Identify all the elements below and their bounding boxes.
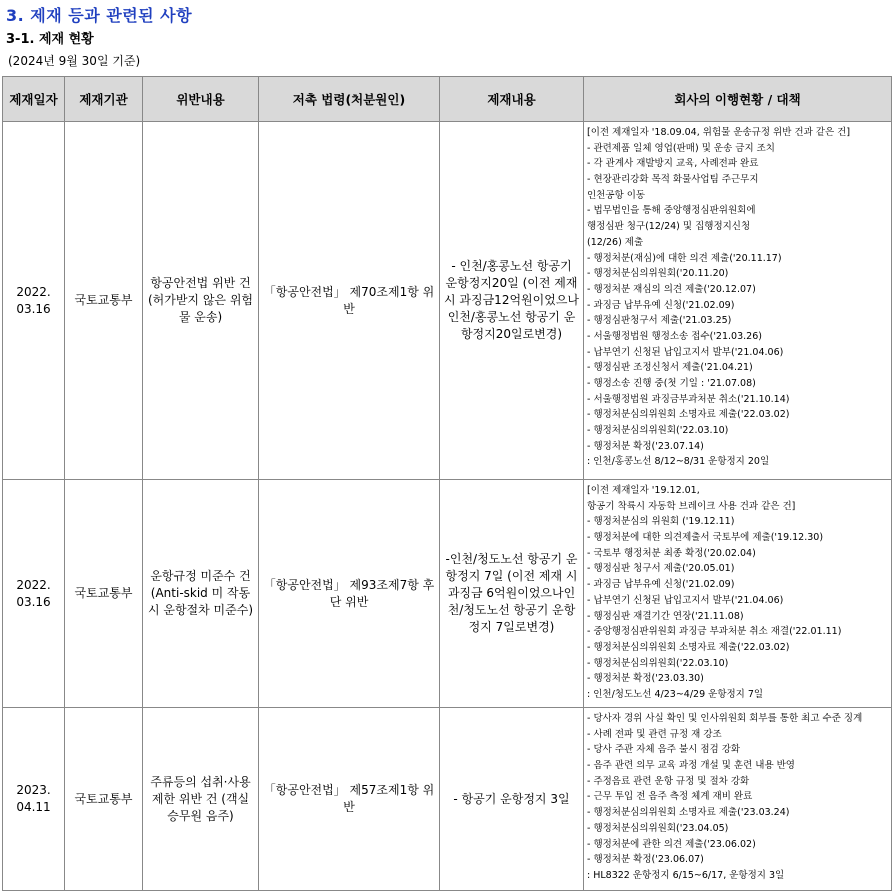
action-line: - 행정심판 조정신청서 제출('21.04.21) (587, 362, 753, 374)
action-line: - 행정처분심의위원회 소명자료 제출('23.03.24) (587, 807, 790, 819)
action-line: - 사례 전파 및 관련 규정 재 강조 (587, 728, 722, 740)
action-line: - 행정처분심의위원회('22.03.10) (587, 657, 729, 669)
sanctions-table (2, 76, 892, 891)
action-line: - 행정처분 재심의 의견 제출('20.12.07) (587, 283, 756, 295)
actions-cell (584, 122, 892, 480)
header-violation: 위반내용 (143, 77, 259, 122)
violation-cell: 주류등의 섭취·사용 제한 위반 건 (객실승무원 음주) (143, 708, 259, 891)
action-line: - 서울행정법원 행정소송 접수('21.03.26) (587, 330, 762, 342)
action-line: : 인천/홍콩노선 8/12~8/31 운항정지 20일 (587, 456, 770, 468)
agency-cell: 국토교통부 (65, 708, 143, 891)
action-line: 항공기 착륙시 자동학 브레이크 사용 건과 같은 건] (587, 500, 796, 512)
action-line: 인천공항 이동 (587, 189, 646, 201)
header-agency: 제재기관 (65, 77, 143, 122)
action-line: - 주정음료 관련 운항 규정 및 절차 강화 (587, 775, 750, 787)
section-subheading: 3-1. 제재 현황 (6, 32, 94, 47)
action-line: - 행정심판 청구서 제출('20.05.01) (587, 563, 735, 575)
action-line: - 당사자 경위 사실 확인 및 인사위원회 회부를 통한 최고 수준 징계 (587, 713, 863, 724)
action-line: - 납부연기 신청된 납입고지서 발부('21.04.06) (587, 346, 784, 358)
action-line: - 행정처분 확정('23.07.14) (587, 440, 704, 452)
action-line: : 인천/청도노선 4/23~4/29 운항정지 7일 (587, 688, 764, 700)
table-header-row (3, 77, 892, 122)
action-line: 행정심판 청구(12/24) 및 집행정지신청 (587, 221, 751, 233)
violation-cell: 운항규정 미준수 건 (Anti-skid 미 작동 시 운항절차 미준수) (143, 480, 259, 708)
action-line: - 서울행정법원 과징금부과처분 취소('21.10.14) (587, 393, 790, 405)
date-cell: 2023. 04.11 (3, 708, 65, 891)
actions-cell (584, 480, 892, 708)
action-line: - 행정처분 확정('23.06.07) (587, 854, 704, 866)
action-line: - 행정처분심의위원회 소명자료 제출('22.03.02) (587, 409, 790, 421)
header-law: 저촉 법령(처분원인) (259, 77, 440, 122)
action-line: - 행정처분심의위원회('23.04.05) (587, 822, 729, 834)
action-line: - 음주 관련 의무 교육 과정 개설 및 훈련 내용 반영 (587, 760, 795, 772)
sanction-cell: - 인천/홍콩노선 항공기 운항정지20일 (이전 제재 시 과징금12억원이었으나인천/홍콩노선 항공기 운항정지20일로변경) (440, 122, 584, 480)
violation-cell: 항공안전법 위반 건 (허가받지 않은 위험물 운송) (143, 122, 259, 480)
action-line: - 행정소송 진행 중(첫 기일 : '21.07.08) (587, 378, 756, 389)
agency-cell: 국토교통부 (65, 480, 143, 708)
action-line: - 각 관계사 재발방지 교육, 사례전파 완료 (587, 158, 759, 170)
action-line: - 행정처분에 대한 의견제출서 국토부에 제출('19.12.30) (587, 532, 824, 544)
table-row (3, 480, 892, 708)
action-line: - 법무법인을 통해 중앙행정심판위원회에 (587, 205, 756, 217)
law-cell: 「항공안전법」 제57조제1항 위반 (259, 708, 440, 891)
law-cell: 「항공안전법」 제70조제1항 위반 (259, 122, 440, 480)
action-line: [이전 제재일자 '19.12.01, (587, 485, 700, 496)
action-line: - 행정심판청구서 제출('21.03.25) (587, 315, 732, 327)
action-line: - 관련제품 일체 영업(판매) 및 운송 금지 조치 (587, 142, 775, 154)
action-line: - 행정처분심의위원회('20.11.20) (587, 268, 729, 280)
header-actions: 회사의 이행현황 / 대책 (584, 77, 892, 122)
action-line: - 과징금 납부유예 신청('21.02.09) (587, 299, 735, 311)
action-line: - 당사 주관 자체 음주 불시 점검 강화 (587, 744, 741, 756)
action-line: - 행정처분(재심)에 대한 의견 제출('20.11.17) (587, 252, 782, 264)
action-line: (12/26) 제출 (587, 236, 644, 248)
action-line: - 납부연기 신청된 납입고지서 발부('21.04.06) (587, 594, 784, 606)
action-line: - 행정처분에 관한 의견 제출('23.06.02) (587, 838, 756, 850)
action-line: : HL8322 운항정지 6/15~6/17, 운항정지 3일 (587, 869, 785, 881)
header-sanction: 제재내용 (440, 77, 584, 122)
action-line: - 행정처분심의위원회 소명자료 제출('22.03.02) (587, 641, 790, 653)
action-line: - 행정심판 재결기간 연장('21.11.08) (587, 610, 744, 622)
action-line: - 행정처분심의 위원회 ('19.12.11) (587, 516, 735, 528)
date-cell: 2022. 03.16 (3, 122, 65, 480)
action-line: - 국토부 행정처분 최종 확정('20.02.04) (587, 547, 756, 559)
header-date: 제재일자 (3, 77, 65, 122)
action-line: - 근무 투입 전 음주 측정 체계 재비 완료 (587, 791, 753, 803)
actions-cell (584, 708, 892, 891)
section-heading: 3. 제재 등과 관련된 사항 (6, 6, 193, 25)
action-line: - 행정처분 확정('23.03.30) (587, 673, 704, 685)
date-cell: 2022. 03.16 (3, 480, 65, 708)
action-line: - 현장관리강화 목적 화물사업팀 주근무지 (587, 174, 759, 186)
sanction-cell: - 항공기 운항정지 3일 (440, 708, 584, 891)
action-line: - 중앙행정심판위원회 과징금 부과처분 취소 재결('22.01.11) (587, 626, 842, 638)
table-row (3, 122, 892, 480)
action-line: [이전 제재일자 '18.09.04, 위험물 운송규정 위반 건과 같은 건] (587, 127, 851, 138)
action-line: - 행정처분심의위원회('22.03.10) (587, 425, 729, 437)
law-cell: 「항공안전법」 제93조제7항 후단 위반 (259, 480, 440, 708)
action-line: - 과징금 납부유예 신청('21.02.09) (587, 579, 735, 591)
agency-cell: 국토교통부 (65, 122, 143, 480)
sanction-cell: -인천/청도노선 항공기 운항정지 7일 (이전 제재 시 과징금 6억원이었으나인천/청도노선 항공기 운항정지 7일로변경) (440, 480, 584, 708)
basis-date-note: (2024년 9월 30일 기준) (8, 54, 141, 68)
table-row (3, 708, 892, 891)
